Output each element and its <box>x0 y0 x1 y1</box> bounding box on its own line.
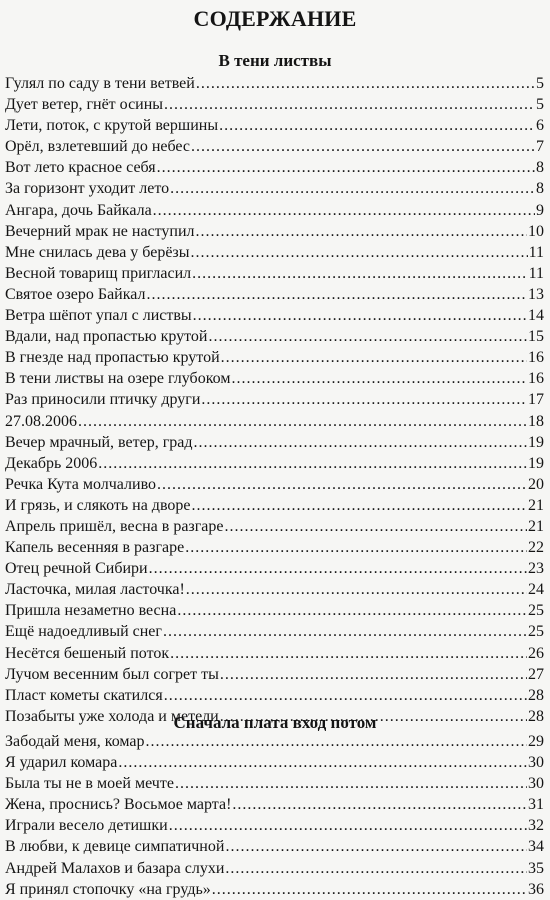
toc-entry <box>5 157 544 178</box>
toc-entry-title: Ещё надоедливый снег <box>5 623 162 641</box>
toc-entry <box>5 558 544 579</box>
dot-leader <box>170 178 535 199</box>
dot-leader <box>157 157 535 178</box>
toc-list <box>5 731 544 900</box>
dot-leader <box>225 858 527 879</box>
toc-entry <box>5 347 544 368</box>
toc-entry-page-number: 14 <box>528 307 544 325</box>
toc-entry-page-number: 11 <box>528 243 544 261</box>
toc-entry-title: Вот лето красное себя <box>5 159 156 177</box>
dot-leader <box>208 326 527 347</box>
toc-entry-page-number: 8 <box>536 180 544 198</box>
dot-leader <box>185 537 527 558</box>
dot-leader <box>157 474 527 495</box>
toc-entry-page-number: 34 <box>528 838 544 856</box>
toc-entry <box>5 474 544 495</box>
toc-entry-title: Вечер мрачный, ветер, град <box>5 433 193 451</box>
toc-entry <box>5 836 544 857</box>
toc-entry-title: Позабыты уже холода и метели <box>5 707 219 725</box>
toc-entry <box>5 368 544 389</box>
dot-leader <box>153 200 535 221</box>
dot-leader <box>232 794 527 815</box>
dot-leader <box>146 284 527 305</box>
toc-entry <box>5 411 544 432</box>
dot-leader <box>118 752 527 773</box>
dot-leader <box>98 453 527 474</box>
dot-leader <box>192 263 527 284</box>
toc-entry <box>5 242 544 263</box>
dot-leader <box>170 643 527 664</box>
toc-entry-title: Мне снилась дева у берёзы <box>5 243 190 261</box>
dot-leader <box>186 579 527 600</box>
dot-leader <box>193 305 527 326</box>
dot-leader <box>220 664 527 685</box>
toc-entry-title: Пласт кометы скатился <box>5 686 163 704</box>
dot-leader <box>177 600 527 621</box>
toc-entry-page-number: 25 <box>528 623 544 641</box>
dot-leader <box>78 411 527 432</box>
toc-entry <box>5 621 544 642</box>
toc-entry-page-number: 7 <box>536 138 544 156</box>
toc-entry-page-number: 16 <box>528 370 544 388</box>
toc-entry-page-number: 9 <box>536 201 544 219</box>
toc-entry <box>5 453 544 474</box>
dot-leader <box>164 685 527 706</box>
toc-entry <box>5 685 544 706</box>
section-heading: В тени листвы <box>218 51 332 70</box>
dot-leader <box>191 136 535 157</box>
toc-entry <box>5 221 544 242</box>
page-title: СОДЕРЖАНИЕ <box>193 6 357 31</box>
toc-entry <box>5 815 544 836</box>
toc-entry <box>5 643 544 664</box>
toc-entry <box>5 579 544 600</box>
toc-entry-page-number: 27 <box>528 665 544 683</box>
toc-entry-title: Декабрь 2006 <box>5 454 98 472</box>
toc-entry <box>5 115 544 136</box>
toc-entry <box>5 600 544 621</box>
toc-entry-title: И грязь, и слякоть на дворе <box>5 496 191 514</box>
toc-entry-page-number: 30 <box>528 754 544 772</box>
toc-entry-page-number: 5 <box>536 96 544 114</box>
toc-entry-page-number: 35 <box>528 859 544 877</box>
section-heading: Сначала плата вход потом <box>173 713 377 732</box>
toc-entry-title: В любви, к девице симпатичной <box>5 838 225 856</box>
toc-entry-title: Орёл, взлетевший до небес <box>5 138 191 156</box>
toc-entry-page-number: 8 <box>536 159 544 177</box>
toc-entry-page-number: 29 <box>528 733 544 750</box>
toc-entry-page-number: 6 <box>536 117 544 135</box>
toc-entry-title: Ангара, дочь Байкала <box>5 201 152 219</box>
toc-entry <box>5 305 544 326</box>
dot-leader <box>191 242 528 263</box>
toc-list <box>5 73 544 727</box>
toc-entry <box>5 858 544 879</box>
dot-leader <box>225 836 527 857</box>
dot-leader <box>175 773 527 794</box>
toc-entry-title: Весной товарищ пригласил <box>5 264 192 282</box>
toc-entry-page-number: 25 <box>528 602 544 620</box>
toc-entry-title: В тени листвы на озере глубоком <box>5 370 231 388</box>
dot-leader <box>169 815 527 836</box>
toc-entry-title: Вдали, над пропастью крутой <box>5 328 208 346</box>
toc-entry <box>5 794 544 815</box>
dot-leader <box>194 432 528 453</box>
toc-entry-title: В гнезде над пропастью крутой <box>5 349 220 367</box>
dot-leader <box>231 368 527 389</box>
toc-entry-title: Андрей Малахов и базара слухи <box>5 859 225 877</box>
toc-entry-title: Я ударил комара <box>5 754 118 772</box>
toc-entry <box>5 537 544 558</box>
toc-entry <box>5 752 544 773</box>
toc-entry-page-number: 19 <box>528 454 544 472</box>
toc-entry-title: Раз приносили птичку други <box>5 391 201 409</box>
dot-leader <box>164 94 535 115</box>
toc-entry <box>5 664 544 685</box>
toc-entry-title: Отец речной Сибири <box>5 560 148 578</box>
toc-entry-title: Забодай меня, комар <box>5 733 145 750</box>
toc-entry-title: За горизонт уходит лето <box>5 180 170 198</box>
toc-entry <box>5 200 544 221</box>
toc-entry-title: Гулял по саду в тени ветвей <box>5 75 195 92</box>
toc-entry-title: Лети, поток, с крутой вершины <box>5 117 219 135</box>
toc-entry-page-number: 28 <box>528 686 544 704</box>
toc-entry-page-number: 32 <box>528 817 544 835</box>
toc-entry-page-number: 28 <box>528 707 544 725</box>
toc-entry-title: Святое озеро Байкал <box>5 285 146 303</box>
toc-entry-page-number: 18 <box>528 412 544 430</box>
dot-leader <box>212 879 527 900</box>
toc-entry <box>5 284 544 305</box>
toc-entry-page-number: 36 <box>528 880 544 898</box>
toc-entry <box>5 136 544 157</box>
toc-entry-title: Пришла незаметно весна <box>5 602 177 620</box>
toc-entry-title: Жена, проснись? Восьмое марта! <box>5 796 232 814</box>
toc-entry-title: Капель весенняя в разгаре <box>5 539 185 557</box>
dot-leader <box>196 221 527 242</box>
toc-entry-page-number: 19 <box>528 433 544 451</box>
toc-entry-title: Я принял стопочку «на грудь» <box>5 880 211 898</box>
dot-leader <box>192 495 528 516</box>
dot-leader <box>201 389 527 410</box>
toc-entry-title: 27.08.2006 <box>5 412 77 430</box>
toc-entry-page-number: 31 <box>528 796 544 814</box>
toc-entry-title: Ласточка, милая ласточка! <box>5 581 185 599</box>
toc-entry-page-number: 24 <box>528 581 544 599</box>
toc-entry <box>5 73 544 94</box>
toc-entry <box>5 263 544 284</box>
toc-entry-page-number: 10 <box>528 222 544 240</box>
toc-entry-page-number: 13 <box>528 285 544 303</box>
dot-leader <box>225 516 528 537</box>
toc-entry <box>5 495 544 516</box>
toc-entry-page-number: 11 <box>528 264 544 282</box>
toc-entry-title: Вечерний мрак не наступил <box>5 222 195 240</box>
toc-entry <box>5 389 544 410</box>
toc-entry-title: Играли весело детишки <box>5 817 168 835</box>
toc-entry-title: Лучом весенним был согрет ты <box>5 665 219 683</box>
dot-leader <box>221 347 527 368</box>
dot-leader <box>163 621 527 642</box>
toc-entry <box>5 326 544 347</box>
dot-leader <box>146 731 527 752</box>
toc-entry-title: Несётся бешеный поток <box>5 644 170 662</box>
toc-entry-page-number: 20 <box>528 475 544 493</box>
toc-entry <box>5 879 544 900</box>
toc-entry-page-number: 21 <box>528 517 544 535</box>
toc-entry-page-number: 21 <box>528 496 544 514</box>
toc-entry-title: Ветра шёпот упал с листвы <box>5 307 192 325</box>
toc-entry <box>5 516 544 537</box>
dot-leader <box>149 558 527 579</box>
toc-entry <box>5 94 544 115</box>
dot-leader <box>219 115 535 136</box>
toc-entry-title: Дует ветер, гнёт осины <box>5 96 164 114</box>
toc-entry-page-number: 26 <box>528 644 544 662</box>
toc-entry-page-number: 5 <box>536 75 544 92</box>
toc-entry-page-number: 30 <box>528 775 544 793</box>
toc-entry-title: Была ты не в моей мечте <box>5 775 174 793</box>
toc-entry-title: Речка Кута молчаливо <box>5 475 157 493</box>
toc-entry-page-number: 16 <box>528 349 544 367</box>
toc-entry <box>5 773 544 794</box>
toc-entry <box>5 432 544 453</box>
dot-leader <box>196 73 535 94</box>
toc-entry-title: Апрель пришёл, весна в разгаре <box>5 517 224 535</box>
toc-entry <box>5 731 544 752</box>
toc-entry-page-number: 22 <box>528 539 544 557</box>
toc-entry-page-number: 15 <box>528 328 544 346</box>
toc-entry-page-number: 17 <box>528 391 544 409</box>
toc-entry-page-number: 23 <box>528 560 544 578</box>
toc-entry <box>5 178 544 199</box>
